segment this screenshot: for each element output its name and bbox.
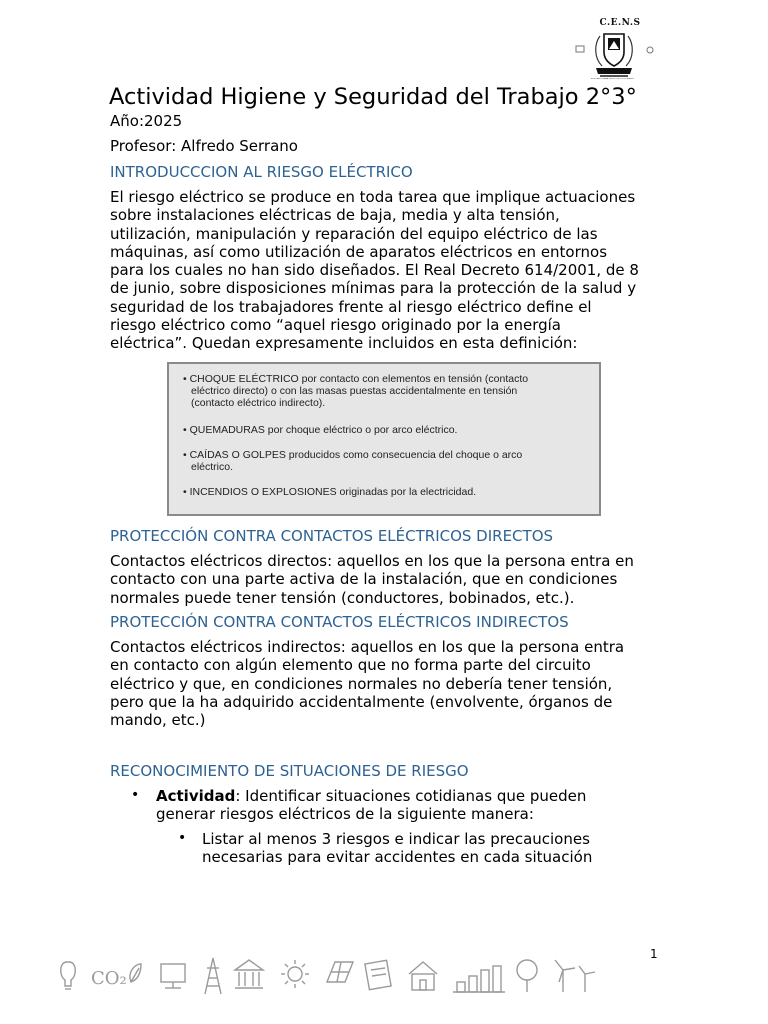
text-line: seguridad de los trabajadores frente al riesgo eléctrico define el <box>110 297 592 316</box>
house-icon <box>409 962 437 990</box>
risk-recognition-heading: RECONOCIMIENTO DE SITUACIONES DE RIESGO <box>110 762 469 780</box>
activity-text-line2: generar riesgos eléctricos de la siguiente manera: <box>156 805 534 824</box>
year-label: Año:2025 <box>110 112 183 130</box>
activity-label: Actividad <box>156 787 236 805</box>
text-line: máquinas, así como utilización de aparatos eléctricos en entornos <box>110 242 608 261</box>
solar-panel-icon <box>327 962 353 982</box>
direct-contacts-heading: PROTECCIÓN CONTRA CONTACTOS ELÉCTRICOS DIRECTOS <box>110 527 554 545</box>
bar-chart-icon <box>453 966 505 992</box>
indirect-contacts-heading: PROTECCIÓN CONTRA CONTACTOS ELÉCTRICOS INDIRECTOS <box>110 613 569 631</box>
text-line: El riesgo eléctrico se produce en toda tarea que implique actuaciones <box>110 188 636 206</box>
page-title: Actividad Higiene y Seguridad del Trabajo 2°3° <box>109 84 637 110</box>
text-line: riesgo eléctrico como “aquel riesgo originado por la energía <box>110 316 561 335</box>
school-logo <box>570 18 658 84</box>
figure-text-line: • CHOQUE ELÉCTRICO por contacto con elementos en tensión (contacto <box>183 373 529 385</box>
figure-item-burns <box>183 424 457 436</box>
text-line: para los cuales no han sido diseñados. El Real Decreto 614/2001, de 8 <box>110 261 639 280</box>
public-building-icon <box>235 960 263 988</box>
logo-motto: "EDUCAMOS PARA UN FUTURO SOSTENIBLE" <box>590 78 635 80</box>
logo-text: C.E.N.S <box>599 18 641 28</box>
sun-icon <box>281 960 309 988</box>
text-line: Contactos eléctricos directos: aquellos en los que la persona entra en <box>110 552 634 570</box>
intro-paragraph <box>110 188 658 353</box>
text-line: utilización, manipulación y reparación del equipo eléctrico de las <box>110 224 598 243</box>
teacher-label: Profesor: Alfredo Serrano <box>110 137 298 155</box>
text-line: eléctrico y que, en condiciones normales no debería tener tensión, <box>110 674 613 693</box>
figure-text-line: eléctrico directo) o con las masas puestas accidentalmente en tensión <box>191 385 518 397</box>
shield-crest-icon <box>570 18 658 84</box>
figure-item-electric-shock <box>183 373 528 409</box>
bullet-icon: • <box>178 830 187 846</box>
figure-text-line: • QUEMADURAS por choque eléctrico o por arco eléctrico. <box>183 424 458 436</box>
figure-text-line: eléctrico. <box>191 461 234 473</box>
footer-icons <box>55 952 600 1000</box>
bullet-icon: • <box>131 787 140 803</box>
activity-item <box>156 787 586 824</box>
tree-icon <box>517 960 537 992</box>
lightbulb-icon <box>61 962 76 989</box>
text-line: Contactos eléctricos indirectos: aquellos en los que la persona entra <box>110 638 625 656</box>
indirect-contacts-paragraph <box>110 638 658 729</box>
co2-label: CO₂ <box>91 968 127 989</box>
activity-subitem <box>202 830 592 867</box>
notebook-icon <box>365 960 391 989</box>
text-line: contacto con una parte activa de la instalación, que en condiciones <box>110 570 618 589</box>
subitem-line: Listar al menos 3 riesgos e indicar las precauciones <box>202 830 590 848</box>
text-line: mando, etc.) <box>110 711 206 730</box>
text-line: de junio, sobre disposiciones mínimas para la protección de la salud y <box>110 279 637 298</box>
figure-item-falls <box>183 449 522 473</box>
text-line: eléctrica”. Quedan expresamente incluidos en esta definición: <box>110 334 578 353</box>
risk-list-figure <box>167 362 601 516</box>
footer-icon-strip <box>55 952 600 1000</box>
figure-item-fires <box>183 486 476 498</box>
figure-text-line: • CAÍDAS O GOLPES producidos como consecuencia del choque o arco <box>183 449 523 461</box>
activity-text: : Identificar situaciones cotidianas que pueden <box>235 787 587 805</box>
subitem-line: necesarias para evitar accidentes en cada situación <box>202 848 593 867</box>
text-line: pero que la ha adquirido accidentalmente (envolvente, órganos de <box>110 692 613 711</box>
wind-turbine-icon <box>555 960 595 992</box>
intro-heading: INTRODUCCCION AL RIESGO ELÉCTRICO <box>110 163 413 181</box>
text-line: normales puede tener tensión (conductores, bobinados, etc.). <box>110 588 575 607</box>
figure-text-line: • INCENDIOS O EXPLOSIONES originadas por la electricidad. <box>183 486 477 498</box>
power-tower-icon <box>205 958 221 994</box>
page-number: 1 <box>650 947 658 961</box>
text-line: sobre instalaciones eléctricas de baja, media y alta tensión, <box>110 206 560 225</box>
leaf-icon <box>130 964 141 982</box>
computer-icon <box>161 964 185 988</box>
direct-contacts-paragraph <box>110 552 658 607</box>
figure-text-line: (contacto eléctrico indirecto). <box>191 397 326 409</box>
text-line: en contacto con algún elemento que no forma parte del circuito <box>110 656 591 675</box>
